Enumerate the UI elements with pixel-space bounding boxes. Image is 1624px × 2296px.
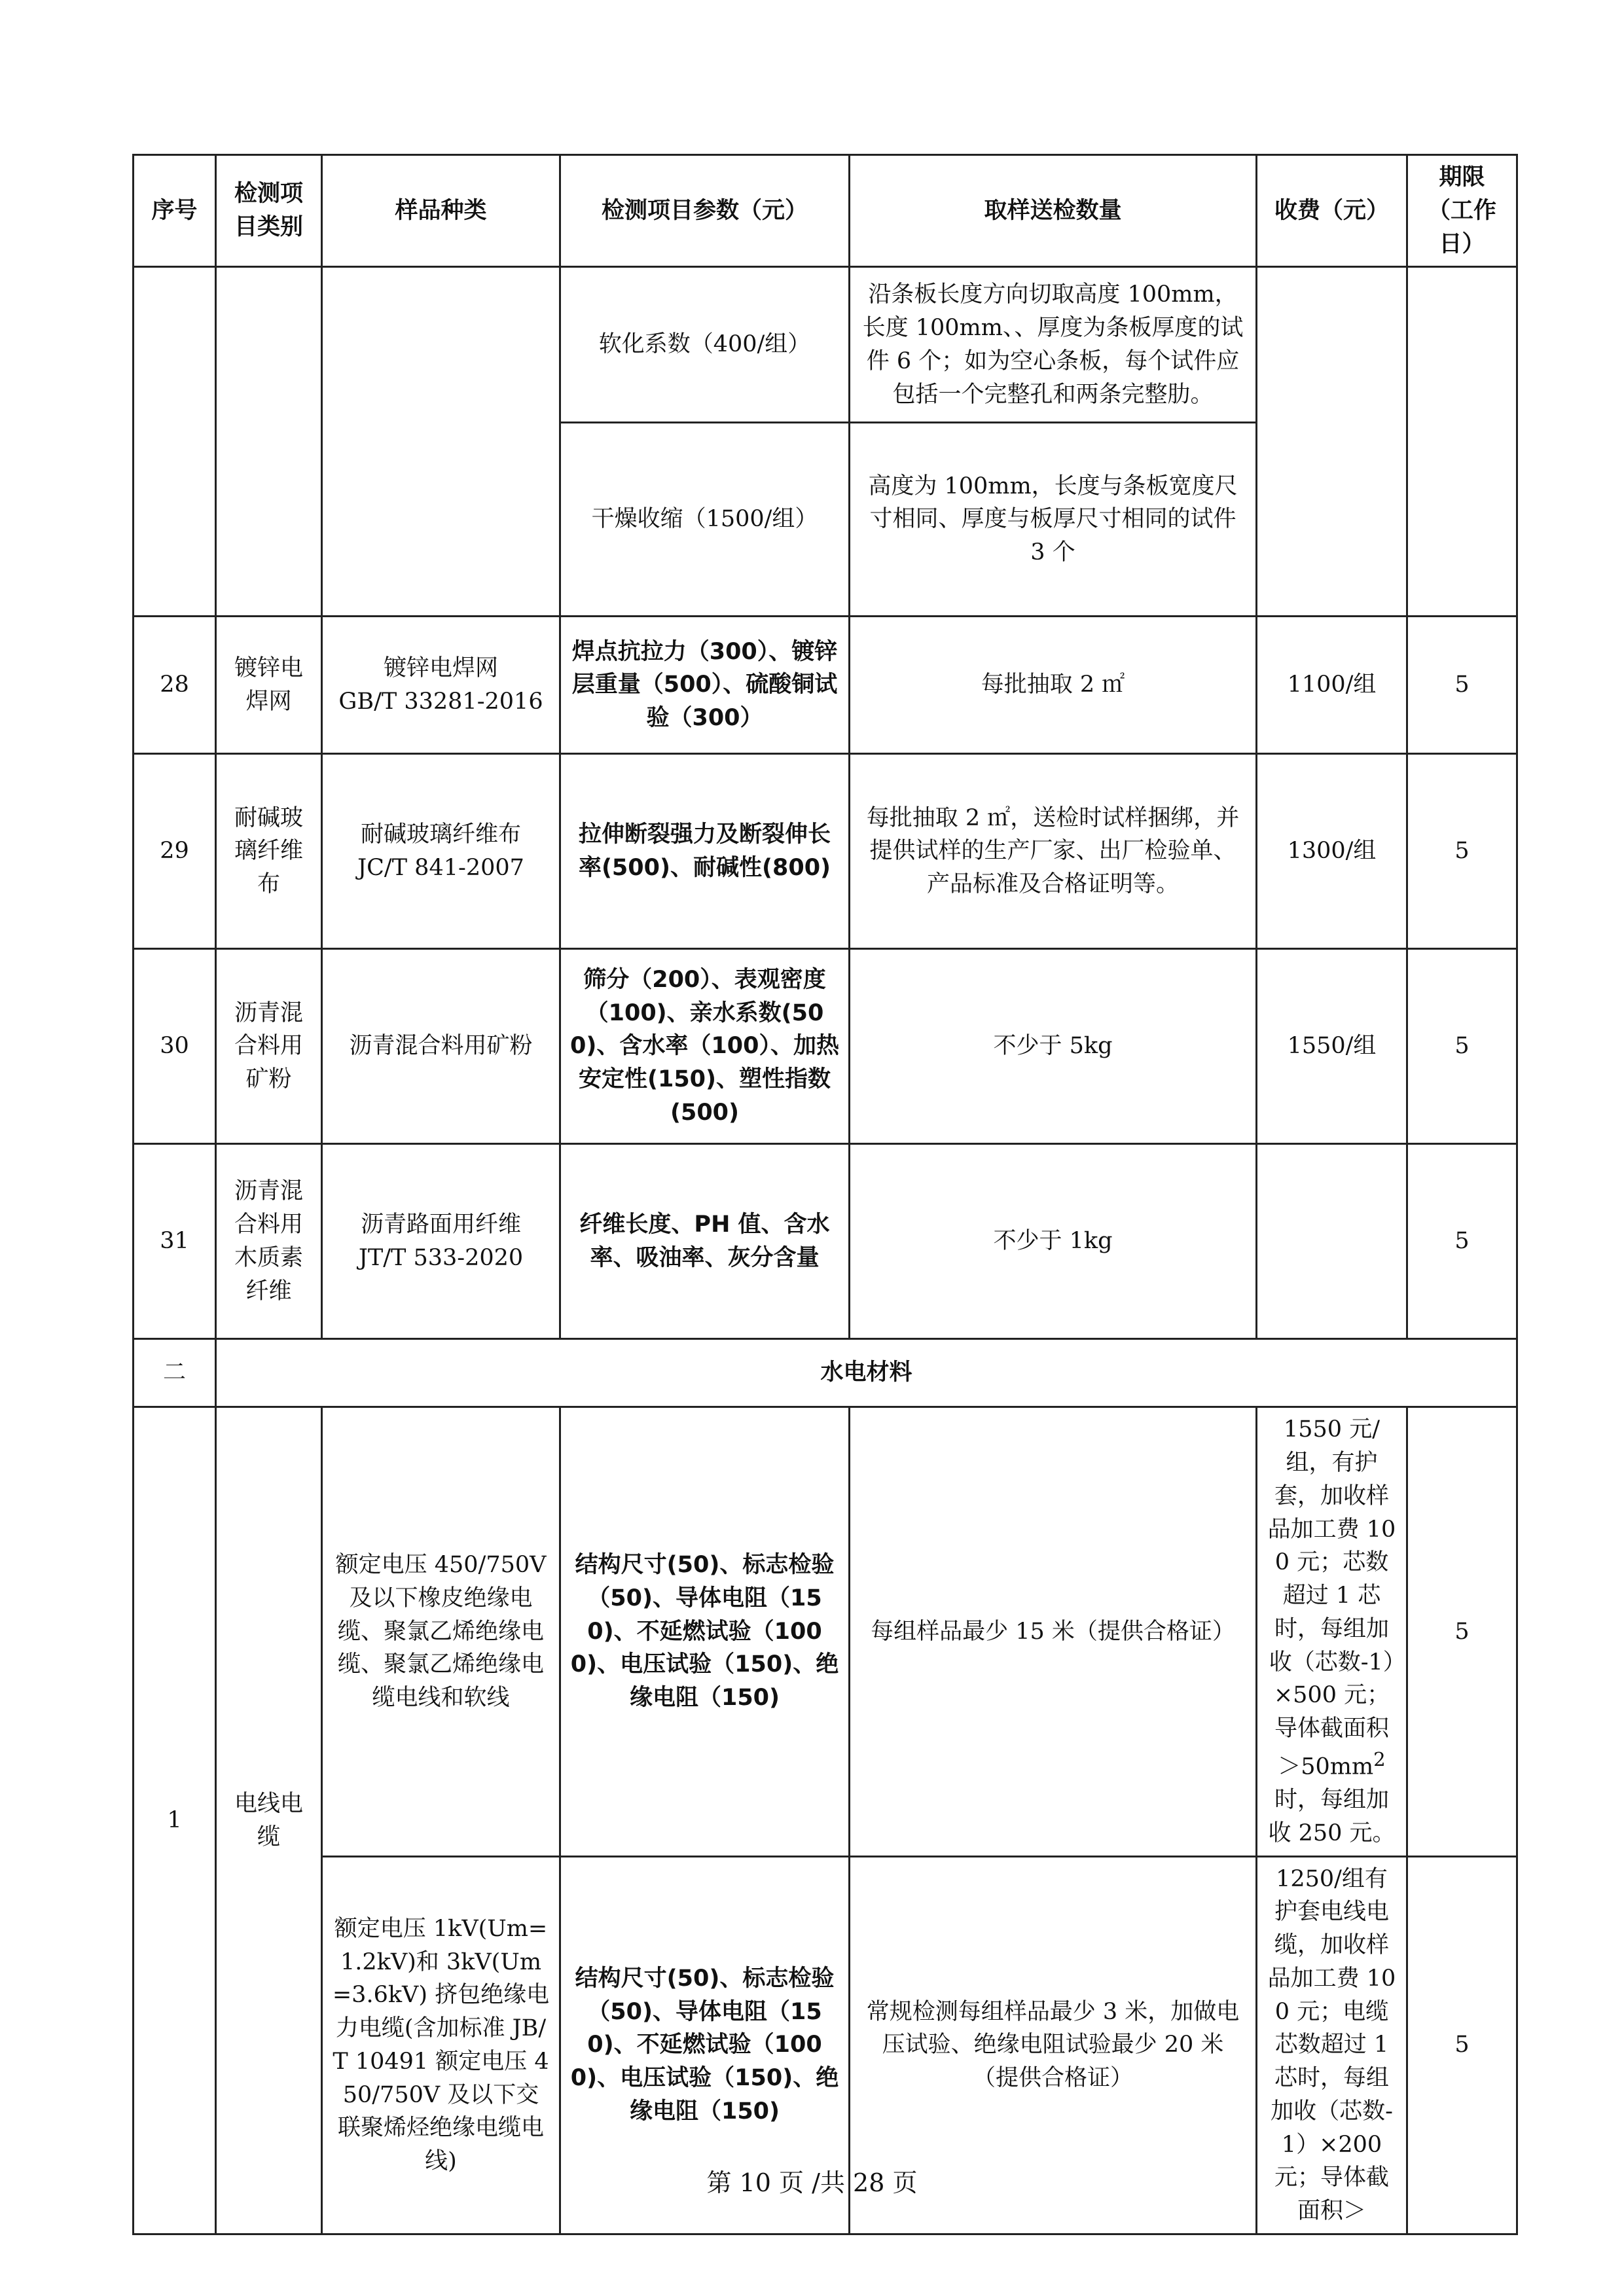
row-quantity: 不少于 1kg [850,1144,1257,1339]
cable-a-fee-text-2: 时，每组加收 250 元。 [1268,1787,1396,1846]
cable-a-fee-superscript: 2 [1373,1748,1386,1770]
cable-b-period: 5 [1407,1856,1517,2234]
cable-a-period: 5 [1407,1407,1517,1856]
header-category: 检测项目类别 [216,155,322,267]
cont-quantity-2: 高度为 100mm，长度与条板宽度尺寸相同、厚度与板厚尺寸相同的试件 3 个 [850,423,1257,617]
header-period: 期限（工作日） [1407,155,1517,267]
cont-period-cell [1407,267,1517,617]
row-category: 沥青混合料用矿粉 [216,949,322,1144]
cable-a-fee [1257,1407,1407,1856]
row-period: 5 [1407,754,1517,949]
cont-params-1: 软化系数（400/组） [560,267,850,423]
section-number: 二 [134,1339,216,1407]
header-sample: 样品种类 [322,155,560,267]
header-fee: 收费（元） [1257,155,1407,267]
row-sample [322,617,560,754]
row-params: 筛分（200）、表观密度（100)、亲水系数(500)、含水率（100）、加热安定性(150)、塑性指数(500) [560,949,850,1144]
row-sample-name: 沥青混合料用矿粉 [349,1033,533,1060]
cont-seq-cell [134,267,216,617]
table-row-continued-1 [134,267,1517,423]
cable-seq: 1 [134,1407,216,2234]
row-period: 5 [1407,949,1517,1144]
cont-category-cell [216,267,322,617]
row-fee [1257,1144,1407,1339]
row-period: 5 [1407,617,1517,754]
row-sample-standard: JC/T 841-2007 [357,854,524,881]
table-row [134,617,1517,754]
row-sample-name: 镀锌电焊网 [383,655,498,681]
row-params: 拉伸断裂强力及断裂伸长率(500)、耐碱性(800) [560,754,850,949]
row-fee: 1550/组 [1257,949,1407,1144]
row-params: 纤维长度、PH 值、含水率、吸油率、灰分含量 [560,1144,850,1339]
row-sample-name: 沥青路面用纤维 [360,1211,521,1238]
cable-b-quantity: 常规检测每组样品最少 3 米，加做电压试验、绝缘电阻试验最少 20 米（提供合格证） [850,1856,1257,2234]
row-sample [322,1144,560,1339]
row-sample [322,949,560,1144]
table-row-cable-a [134,1407,1517,1856]
cable-category: 电线电缆 [216,1407,322,2234]
header-params: 检测项目参数（元） [560,155,850,267]
row-category: 沥青混合料用木质素纤维 [216,1144,322,1339]
row-category: 镀锌电焊网 [216,617,322,754]
row-period: 5 [1407,1144,1517,1339]
section-row [134,1339,1517,1407]
cable-b-fee: 1250/组有护套电线电缆，加收样品加工费 100 元；电缆芯数超过 1 芯时，每组加收（芯数-1）×200 元；导体截面积＞ [1257,1856,1407,2234]
header-seq: 序号 [134,155,216,267]
row-seq: 31 [134,1144,216,1339]
row-quantity: 每批抽取 2 ㎡ [850,617,1257,754]
cable-a-sample: 额定电压 450/750V 及以下橡皮绝缘电缆、聚氯乙烯绝缘电缆、聚氯乙烯绝缘电缆电线和软线 [322,1407,560,1856]
cable-b-params: 结构尺寸(50)、标志检验（50)、导体电阻（150)、不延燃试验（1000)、电压试验（150)、绝缘电阻（150) [560,1856,850,2234]
row-fee: 1300/组 [1257,754,1407,949]
cable-b-sample: 额定电压 1kV(Um=1.2kV)和 3kV(Um=3.6kV) 挤包绝缘电力电缆(含加标准 JB/T 10491 额定电压 450/750V 及以下交联聚烯烃绝缘电缆电线) [322,1856,560,2234]
row-seq: 30 [134,949,216,1144]
table-row [134,1144,1517,1339]
table-row [134,949,1517,1144]
row-sample [322,754,560,949]
cable-a-fee-text: 1550 元/组，有护套，加收样品加工费 100 元；芯数超过 1 芯时，每组加收（芯数-1）×500 元；导体截面积＞50mm [1267,1416,1396,1780]
row-quantity: 不少于 5kg [850,949,1257,1144]
cont-params-2: 干燥收缩（1500/组） [560,423,850,617]
row-sample-standard: GB/T 33281-2016 [338,688,543,715]
cont-quantity-1: 沿条板长度方向切取高度 100mm，长度 100mm、、厚度为条板厚度的试件 6 个；如为空心条板，每个试件应包括一个完整孔和两条完整肋。 [850,267,1257,423]
cont-fee-cell [1257,267,1407,617]
header-row [134,155,1517,267]
row-category: 耐碱玻璃纤维布 [216,754,322,949]
section-title: 水电材料 [216,1339,1517,1407]
row-seq: 28 [134,617,216,754]
row-params: 焊点抗拉力（300）、镀锌层重量（500）、硫酸铜试验（300） [560,617,850,754]
table-row [134,754,1517,949]
fee-schedule-table [132,154,1518,2235]
row-sample-name: 耐碱玻璃纤维布 [360,821,521,848]
cable-a-quantity: 每组样品最少 15 米（提供合格证） [850,1407,1257,1856]
row-fee: 1100/组 [1257,617,1407,754]
row-sample-standard: JT/T 533-2020 [358,1244,524,1271]
cont-sample-cell [322,267,560,617]
page-footer: 第 10 页 /共 28 页 [706,2168,918,2197]
row-quantity: 每批抽取 2 ㎡，送检时试样捆绑，并提供试样的生产厂家、出厂检验单、产品标准及合格证明等。 [850,754,1257,949]
header-quantity: 取样送检数量 [850,155,1257,267]
row-seq: 29 [134,754,216,949]
cable-a-params: 结构尺寸(50)、标志检验（50)、导体电阻（150)、不延燃试验（1000)、电压试验（150)、绝缘电阻（150) [560,1407,850,1856]
